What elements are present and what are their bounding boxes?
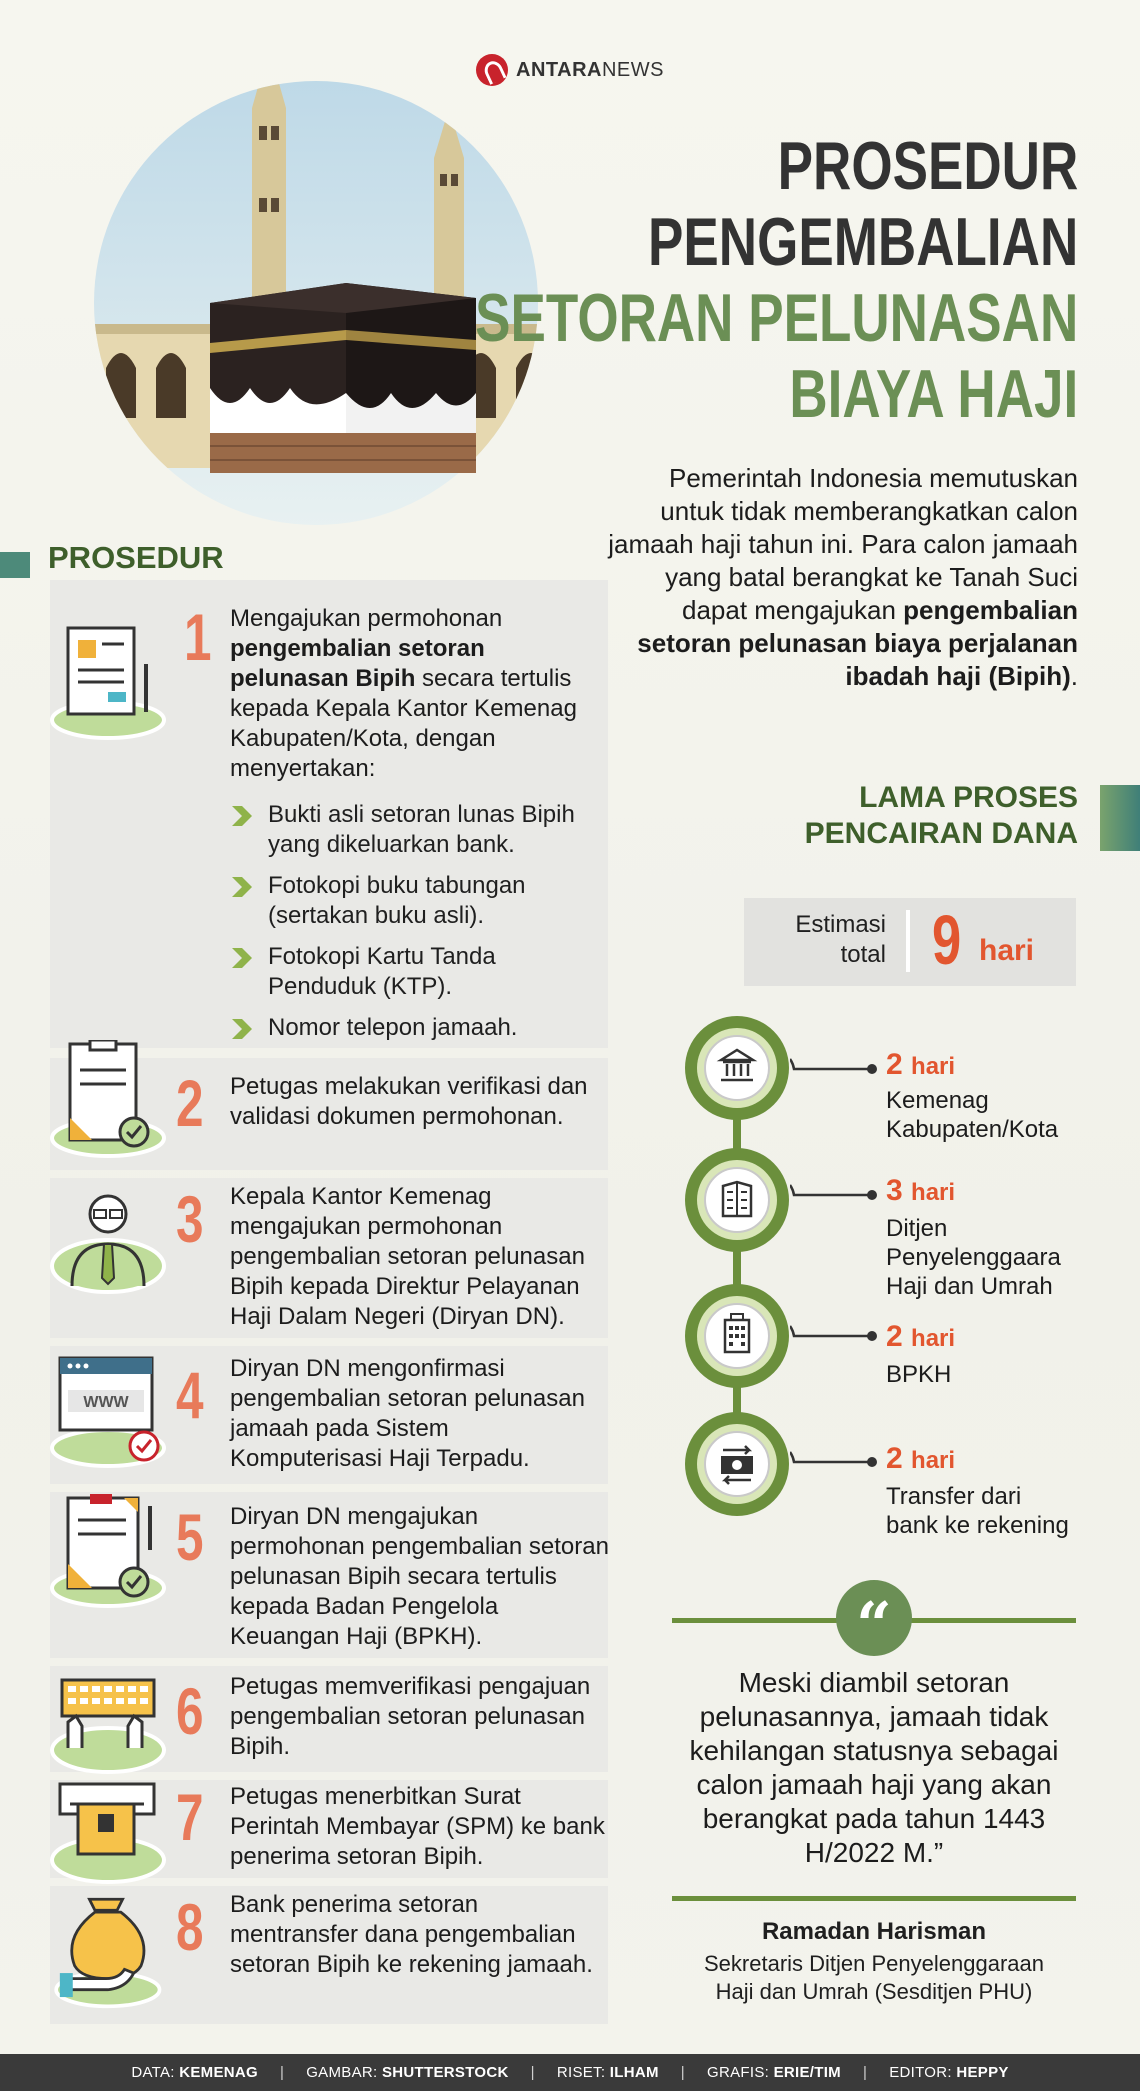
chevron-right-icon xyxy=(230,946,256,970)
credit-research xyxy=(557,2064,659,2081)
procedure-heading: PROSEDUR xyxy=(48,540,224,575)
timeline-line xyxy=(733,1080,741,1460)
step-1-number: 1 xyxy=(184,600,212,674)
quote-author-role xyxy=(672,1950,1076,2006)
step-2-number: 2 xyxy=(176,1066,204,1140)
footer-separator: | xyxy=(680,2064,685,2081)
institution-icon xyxy=(683,1014,791,1122)
document-form-icon xyxy=(46,620,166,740)
step-2-text: Petugas melakukan verifikasi dan validasi dokumen permohonan. xyxy=(230,1073,588,1130)
timeline-connector xyxy=(790,1322,880,1350)
chevron-right-icon xyxy=(230,1017,256,1041)
quote-role-line-1: Sekretaris Ditjen Penyelenggaraan xyxy=(704,1951,1044,1976)
timeline-connector xyxy=(790,1055,880,1083)
title-line-3: SETORAN PELUNASAN xyxy=(474,280,1078,356)
atm-icon xyxy=(46,1770,166,1890)
stage-1-label-line-2: Kabupaten/Kota xyxy=(886,1116,1059,1143)
svg-text:WWW: WWW xyxy=(83,1394,129,1411)
credit-label: GAMBAR: xyxy=(306,2064,378,2081)
timeline-connector xyxy=(790,1181,880,1209)
credit-value: SHUTTERSTOCK xyxy=(381,2064,509,2081)
credit-value: KEMENAG xyxy=(179,2064,259,2081)
bullet-text: Fotokopi Kartu Tanda Penduduk (KTP). xyxy=(268,943,496,1000)
list-item xyxy=(230,800,610,860)
list-item xyxy=(230,871,610,931)
stage-2-label-line-2: Penyelenggaara xyxy=(886,1244,1061,1271)
browser-www-icon xyxy=(46,1350,166,1470)
credit-label: DATA: xyxy=(131,2064,175,2081)
credit-value: ERIE/TIM xyxy=(773,2064,841,2081)
stage-3-label: BPKH xyxy=(886,1361,952,1388)
estimate-divider xyxy=(906,910,910,972)
quote-bottom-rule xyxy=(672,1896,1076,1901)
step-4-number: 4 xyxy=(176,1358,204,1432)
quote-mark-icon xyxy=(836,1580,912,1656)
duration-heading xyxy=(805,780,1078,852)
quote-role-line-2: Haji dan Umrah (Sesditjen PHU) xyxy=(715,1979,1033,2004)
step-5-text: Diryan DN mengajukan permohonan pengembalian setoran pelunasan Bipih secara tertulis kepada Badan Pengelola Keuangan Haji (BPKH). xyxy=(230,1503,609,1650)
credit-value: ILHAM xyxy=(609,2064,659,2081)
title-line-4: BIAYA HAJI xyxy=(789,356,1078,432)
stage-2-label xyxy=(886,1214,1061,1301)
stage-3-days-unit: hari xyxy=(911,1325,956,1352)
step-6-number: 6 xyxy=(176,1674,204,1748)
credit-value: HEPPY xyxy=(956,2064,1009,2081)
credits-footer xyxy=(0,2054,1140,2091)
footer-separator: | xyxy=(862,2064,868,2081)
quote-author: Ramadan Harisman xyxy=(761,1918,987,1945)
step-6-text: Petugas memverifikasi pengajuan pengembalian setoran pelunasan Bipih. xyxy=(230,1673,591,1760)
credit-editor xyxy=(889,2064,1009,2081)
money-bag-icon xyxy=(46,1890,166,2010)
duration-heading-line-2: PENCAIRAN DANA xyxy=(804,817,1078,850)
estimate-label-line-2: total xyxy=(840,941,886,968)
step-1-bullet-list xyxy=(230,800,610,1054)
step-4-text: Diryan DN mengonfirmasi pengembalian setoran pelunasan jamaah pada Sistem Komputerisasi Haji Terpadu. xyxy=(230,1355,585,1472)
stage-4-days xyxy=(886,1442,955,1476)
credit-graphics xyxy=(707,2064,841,2081)
estimate-total-unit: hari xyxy=(979,934,1035,967)
estimate-label xyxy=(760,910,886,970)
officer-icon xyxy=(46,1186,166,1306)
credit-data xyxy=(131,2064,258,2081)
bullet-text: Nomor telepon jamaah. xyxy=(268,1014,518,1041)
step-5-number: 5 xyxy=(176,1500,204,1574)
stage-2-label-line-3: Haji dan Umrah xyxy=(886,1273,1053,1300)
step-8-text: Bank penerima setoran mentransfer dana pengembalian setoran Bipih ke rekening jamaah. xyxy=(230,1891,593,1978)
bullet-text: Fotokopi buku tabungan (sertakan buku asli). xyxy=(268,872,526,929)
stage-4-label-line-1: Transfer dari xyxy=(886,1483,1022,1510)
stage-3-days xyxy=(886,1320,955,1354)
timeline-connector xyxy=(790,1448,880,1476)
page-title xyxy=(475,128,1078,432)
stage-1-label-line-1: Kemenag xyxy=(886,1087,989,1114)
estimate-total-number: 9 xyxy=(932,901,962,979)
list-item xyxy=(230,1013,610,1043)
quote-text: Meski diambil setoran pelunasannya, jamaah tidak kehilangan statusnya sebagai calon jamaah haji yang akan berangkat pada tahun 1443 H/2022 M.” xyxy=(689,1667,1059,1868)
footer-separator: | xyxy=(280,2064,285,2081)
building-icon xyxy=(683,1282,791,1390)
estimate-label-line-1: Estimasi xyxy=(795,911,886,938)
stage-1-days xyxy=(886,1048,955,1082)
stage-4-days-unit: hari xyxy=(911,1447,956,1474)
clipboard-check-icon xyxy=(46,1040,166,1160)
intro-bold-text: pengembalian setoran pelunasan biaya perjalanan ibadah haji (Bipih) xyxy=(637,595,1078,691)
stage-3-days-num: 2 xyxy=(886,1320,903,1353)
stage-2-days-unit: hari xyxy=(911,1179,956,1206)
intro-end: . xyxy=(1070,661,1078,691)
step-3-number: 3 xyxy=(176,1182,204,1256)
footer-separator: | xyxy=(530,2064,535,2081)
stage-1-label xyxy=(886,1086,1058,1144)
step-1-text-bold: pengembalian setoran pelunasan Bipih xyxy=(230,635,485,692)
credit-label: RISET: xyxy=(556,2064,606,2081)
stage-2-days xyxy=(886,1174,955,1208)
section-accent-bar-right xyxy=(1100,785,1140,851)
bullet-text: Bukti asli setoran lunas Bipih yang dikeluarkan bank. xyxy=(268,801,575,858)
brand-name-light: NEWS xyxy=(601,58,664,81)
step-8-number: 8 xyxy=(176,1890,204,1964)
intro-paragraph xyxy=(608,462,1078,693)
brand-name-bold: ANTARA xyxy=(516,58,602,81)
chevron-right-icon xyxy=(230,804,256,828)
stage-2-label-line-1: Ditjen xyxy=(886,1215,948,1242)
step-1-text-post: secara tertulis kepada Kepala Kantor Kemenag Kabupaten/Kota, dengan menyertakan: xyxy=(230,665,577,782)
stage-2-days-num: 3 xyxy=(886,1174,903,1207)
step-3-text: Kepala Kantor Kemenag mengajukan permohonan pengembalian setoran pelunasan Bipih kepada Direktur Pelayanan Haji Dalam Negeri (Diryan DN). xyxy=(230,1183,585,1330)
step-1-text-pre: Mengajukan permohonan xyxy=(230,605,503,632)
credit-label: GRAFIS: xyxy=(707,2064,770,2081)
step-1-text xyxy=(230,604,600,784)
stage-1-days-num: 2 xyxy=(886,1048,903,1081)
stage-1-days-unit: hari xyxy=(911,1053,956,1080)
stage-4-label xyxy=(886,1482,1069,1540)
quote-glyph xyxy=(836,1580,912,1656)
chevron-right-icon xyxy=(230,875,256,899)
money-transfer-icon xyxy=(683,1410,791,1518)
section-accent-bar xyxy=(0,552,30,578)
title-line-1: PROSEDUR xyxy=(777,128,1078,204)
stage-4-days-num: 2 xyxy=(886,1442,903,1475)
stage-4-label-line-2: bank ke rekening xyxy=(886,1512,1069,1539)
step-7-text: Petugas menerbitkan Surat Perintah Membayar (SPM) ke bank penerima setoran Bipih. xyxy=(230,1783,605,1870)
intro-plain-text: Pemerintah Indonesia memutuskan untuk tidak memberangkatkan calon jamaah haji tahun ini. Para calon jamaah yang batal berangkat ke Tanah Suci dapat mengajukan xyxy=(608,463,1078,625)
svg-text:“: “ xyxy=(856,1588,892,1656)
document-check-icon xyxy=(46,1490,166,1610)
keyboard-icon xyxy=(46,1660,166,1780)
duration-heading-line-1: LAMA PROSES xyxy=(859,781,1078,814)
title-line-2: PENGEMBALIAN xyxy=(647,204,1078,280)
office-building-icon xyxy=(683,1146,791,1254)
list-item xyxy=(230,942,610,1002)
step-7-number: 7 xyxy=(176,1780,204,1854)
credit-image xyxy=(306,2064,508,2081)
credit-label: EDITOR: xyxy=(889,2064,952,2081)
